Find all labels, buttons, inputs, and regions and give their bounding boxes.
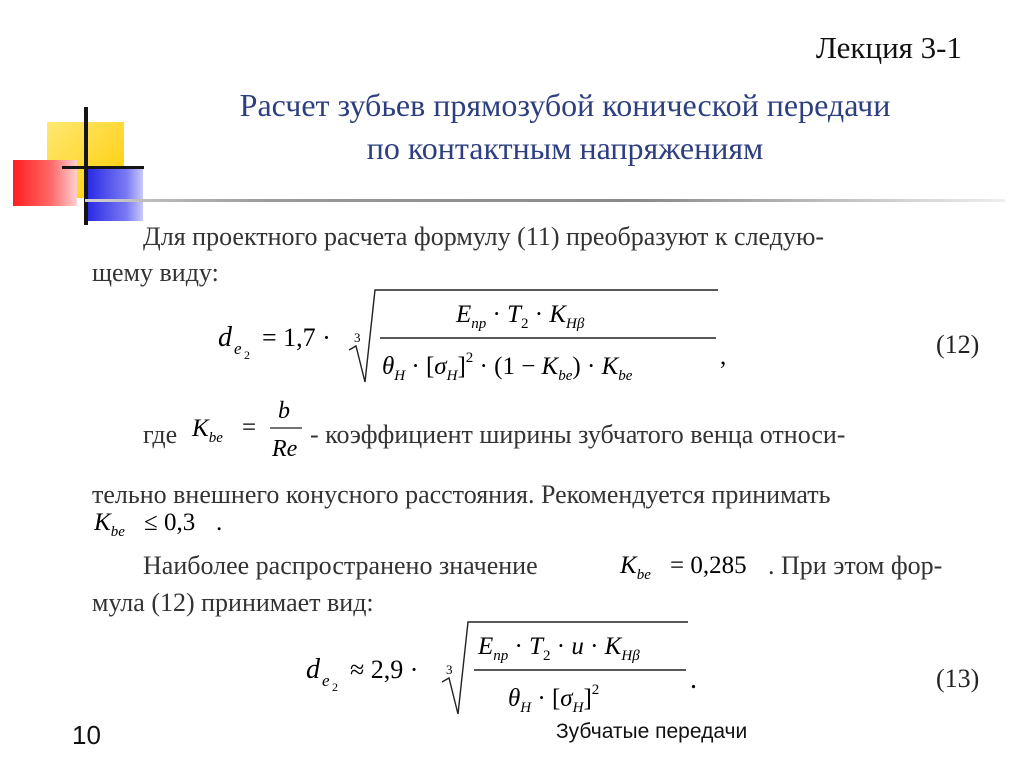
kbe-constraint	[94, 502, 234, 542]
paragraph-3-line-1-suffix: . При этом фор-	[768, 551, 943, 580]
root-index: 3	[354, 330, 361, 345]
numerator: $E_{пр} \cdot T_2 \cdot K_{H\beta}$	[456, 301, 585, 332]
formula-13-coef: ≈ 2,9 ·	[350, 655, 419, 684]
title-line-2: по контактным напряжениям	[366, 130, 764, 166]
formula-12-comma: ,	[720, 343, 727, 370]
paragraph-3-line-1-prefix: Наиболее распространено значение	[143, 551, 538, 580]
denominator-2: $\theta_H \cdot [\sigma_H]^2$	[508, 682, 600, 716]
paragraph-2-line-1-rest: - коэффициент ширины зубчатого венца относи-	[310, 420, 846, 449]
equation-13-number: (13)	[936, 664, 980, 693]
kbe-eq-value: = 0,285	[670, 552, 747, 579]
lecture-label: Лекция 3-1	[815, 30, 962, 65]
formula-13-period: .	[690, 664, 697, 695]
kbe-def-numerator: b	[278, 398, 290, 424]
title-underline	[85, 199, 1005, 202]
paragraph-3-line-2: мула (12) принимает вид:	[92, 588, 374, 617]
denominator: $\theta_H \cdot [\sigma_H]^2 \cdot (1 - K_{be}) \cdot K_{be}$	[382, 350, 633, 384]
where-word: где	[143, 420, 178, 449]
footer-title: Зубчатые передачи	[556, 720, 748, 743]
equation-12-number: (12)	[936, 330, 980, 359]
kbe-symbol-2: $K_{be}$	[94, 509, 125, 540]
page-title	[150, 84, 980, 170]
symbol-2-sub: 2	[244, 348, 250, 362]
page-number: 10	[72, 720, 101, 750]
formula-13	[306, 614, 706, 718]
paragraph-1-line-2: щему виду:	[92, 258, 219, 287]
formula-12-coef: = 1,7 ·	[262, 323, 331, 352]
symbol-d: d	[218, 322, 232, 353]
kbe-definition	[190, 390, 310, 470]
symbol-d-2: d	[306, 654, 320, 685]
equals-sign: =	[242, 414, 257, 441]
deco-blue-square	[88, 167, 143, 221]
symbol-e-sub-2: e	[322, 671, 330, 690]
deco-horizontal-line	[62, 166, 144, 169]
paragraph-1-line-1: Для проектного расчета формулу (11) преобразуют к следую-	[143, 222, 825, 251]
kbe-def-denominator: Re	[272, 436, 298, 462]
kbe-common-value	[620, 545, 770, 583]
symbol-e-sub: e	[234, 339, 242, 358]
kbe-symbol-3: $K_{be}$	[620, 552, 651, 583]
root-index-2: 3	[446, 662, 453, 677]
symbol-2-sub-2: 2	[332, 680, 338, 694]
kbe-symbol: $K_{be}$	[192, 415, 223, 446]
formula-12	[218, 280, 738, 390]
numerator-2: $E_{пр} \cdot T_2 \cdot u \cdot K_{H\beta}$	[478, 633, 640, 664]
paragraph-2-line-2: тельно внешнего конусного расстояния. Рекомендуется принимать	[92, 480, 831, 509]
period: .	[216, 509, 223, 536]
title-line-1: Расчет зубьев прямозубой конической передачи	[239, 87, 891, 123]
kbe-le-value: ≤ 0,3	[144, 509, 196, 536]
